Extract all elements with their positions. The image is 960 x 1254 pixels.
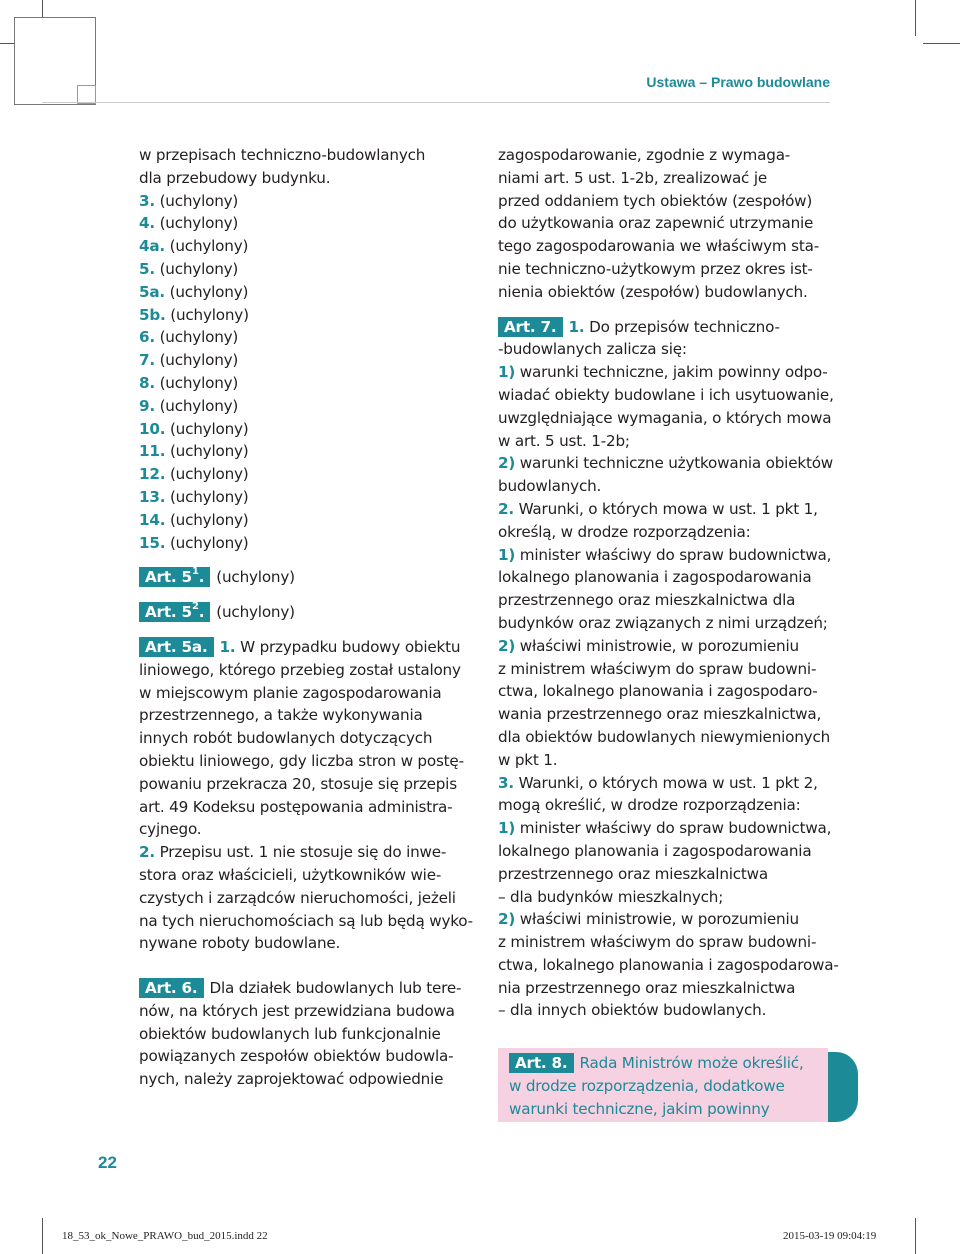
- item-text: właściwi ministrowie, w porozumieniu: [519, 910, 799, 929]
- item-number: 5b.: [139, 305, 166, 324]
- repealed-item: [139, 258, 479, 281]
- text-line: do użytkowania oraz zapewnić utrzymanie: [498, 214, 814, 233]
- repealed-list: [139, 190, 479, 555]
- article-7-items-3: [498, 817, 843, 1022]
- text-line: powaniu przekracza 20, stosuje się przepis: [139, 774, 457, 793]
- text-line: tego zagospodarowania we właściwym sta-: [498, 237, 819, 256]
- item-text: warunki techniczne użytkowania obiektów: [519, 454, 834, 473]
- article-text: (uchylony): [216, 603, 295, 622]
- item-number: 6.: [139, 328, 155, 347]
- crop-mark: [915, 1218, 916, 1254]
- text-line: w przepisach techniczno-budowlanych: [139, 146, 426, 164]
- text-line: ctwa, lokalnego planowania i zagospodarowa-: [498, 955, 839, 974]
- repealed-item: [139, 235, 479, 258]
- item-number: 14.: [139, 510, 166, 529]
- text-line: czystych i zarządców nieruchomości, jeżeli: [139, 888, 456, 907]
- item-text: (uchylony): [170, 305, 249, 324]
- article-7-p3-first: 3. Warunki, o których mowa w ust. 1 pkt 2,: [498, 773, 818, 792]
- repealed-item: [139, 372, 479, 395]
- paragraph-number: 1.: [568, 317, 585, 336]
- text-line: określą, w drodze rozporządzenia:: [498, 522, 751, 541]
- text-line: dla przebudowy budynku.: [139, 168, 331, 187]
- text-line: na tych nieruchomościach są lub będą wyko-: [139, 911, 473, 930]
- text-line: uwzględniające wymagania, o których mowa: [498, 408, 832, 427]
- article-7-p2-first: 2. Warunki, o których mowa w ust. 1 pkt 1,: [498, 499, 818, 518]
- article-8-tab: [828, 1052, 858, 1122]
- item-text: (uchylony): [159, 259, 239, 278]
- text-line: mogą określić, w drodze rozporządzenia:: [498, 796, 801, 815]
- item-number: 12.: [139, 465, 166, 484]
- article-5a-paragraph-2: [139, 864, 479, 955]
- text-line: z ministrem właściwym do spraw budowni-: [498, 933, 817, 952]
- repealed-item: [139, 190, 479, 213]
- article-8-first-line: Art. 8. Rada Ministrów może określić,: [509, 1052, 829, 1075]
- list-item: [498, 452, 843, 475]
- text-line: w drodze rozporządzenia, dodatkowe: [509, 1076, 785, 1095]
- article-label: Art. 5a.: [139, 637, 214, 657]
- text-line: ctwa, lokalnego planowania i zagospodaro-: [498, 682, 818, 701]
- repealed-item: [139, 486, 479, 509]
- footer-timestamp: 2015-03-19 09:04:19: [783, 1230, 877, 1242]
- paragraph-number: 2.: [498, 499, 514, 518]
- article-label: Art. 6.: [139, 978, 204, 998]
- item-number: 1): [498, 363, 516, 382]
- repealed-item: [139, 395, 479, 418]
- article-7-items-1: [498, 361, 843, 498]
- item-number: 8.: [139, 373, 155, 392]
- repealed-item: [139, 532, 479, 555]
- repealed-item: [139, 463, 479, 486]
- article-7-items-2: [498, 544, 843, 772]
- repealed-item: [139, 418, 479, 441]
- item-text: (uchylony): [159, 328, 239, 347]
- text-line: -budowlanych zalicza się:: [498, 340, 687, 359]
- item-number: 13.: [139, 487, 166, 506]
- list-item: [498, 361, 843, 384]
- text-line: cyjnego.: [139, 820, 202, 839]
- item-number: 15.: [139, 533, 166, 552]
- text-line: liniowego, którego przebieg został ustalony: [139, 660, 461, 679]
- item-text: (uchylony): [159, 191, 239, 210]
- text-line: innych robót budowlanych dotyczących: [139, 729, 433, 748]
- footer-filename: 18_53_ok_Nowe_PRAWO_bud_2015.indd 22: [62, 1230, 268, 1242]
- article-label: Art. 7.: [498, 317, 563, 337]
- crop-mark: [42, 1218, 43, 1254]
- repealed-item: [139, 212, 479, 235]
- item-text: (uchylony): [169, 487, 249, 506]
- text-line: warunki techniczne, jakim powinny: [509, 1099, 770, 1118]
- text-line: w miejscowym planie zagospodarowania: [139, 683, 442, 702]
- text-line: obiektów budowlanych lub funkcjonalnie: [139, 1024, 441, 1043]
- text-line: dla obiektów budowlanych niewymienionych: [498, 727, 831, 746]
- item-text: (uchylony): [159, 373, 239, 392]
- repealed-item: [139, 509, 479, 532]
- text-line: nywane roboty budowlane.: [139, 934, 341, 953]
- item-number: 4a.: [139, 237, 165, 256]
- item-text: minister właściwy do spraw budownictwa,: [519, 545, 832, 564]
- crop-mark: [915, 0, 916, 36]
- paragraph-number: 1.: [219, 637, 236, 656]
- repealed-item: [139, 326, 479, 349]
- item-number: 1): [498, 545, 516, 564]
- text-line: nie techniczno-użytkowym przez okres ist-: [498, 259, 813, 278]
- article-label: Art. $5^1$.: [139, 567, 210, 587]
- text-line: przed oddaniem tych obiektów (zespołów): [498, 191, 813, 210]
- item-text: (uchylony): [159, 214, 239, 233]
- article-8: [509, 1052, 829, 1120]
- text-line: budowlanych.: [498, 477, 602, 496]
- text-line: budynków oraz związanych z nimi urządzeń;: [498, 613, 828, 632]
- list-item: [498, 908, 843, 931]
- list-item: [498, 544, 843, 567]
- item-number: 2): [498, 454, 516, 473]
- text-line: przestrzennego oraz mieszkalnictwa: [498, 864, 769, 883]
- item-number: 5a.: [139, 282, 165, 301]
- text-line: lokalnego planowania i zagospodarowania: [498, 568, 812, 587]
- text-line: wiadać obiekty budowlane i ich usytuowanie,: [498, 385, 834, 404]
- crop-mark: [923, 43, 960, 44]
- paragraph-number: 3.: [498, 773, 514, 792]
- running-header: Ustawa – Prawo budowlane: [646, 74, 830, 90]
- item-number: 3.: [139, 191, 155, 210]
- text-line: lokalnego planowania i zagospodarowania: [498, 841, 812, 860]
- text-line: w art. 5 ust. 1-2b;: [498, 431, 630, 450]
- text-line: przestrzennego, a także wykonywania: [139, 706, 423, 725]
- article-label: Art. 8.: [509, 1053, 574, 1073]
- repealed-item: [139, 304, 479, 327]
- text-line: stora oraz właścicieli, użytkowników wie-: [139, 865, 442, 884]
- text-line: nych, należy zaprojektować odpowiednie: [139, 1070, 444, 1089]
- item-number: 2): [498, 636, 516, 655]
- item-number: 10.: [139, 419, 166, 438]
- item-text: (uchylony): [159, 396, 239, 415]
- item-number: 4.: [139, 214, 155, 233]
- item-text: właściwi ministrowie, w porozumieniu: [519, 636, 799, 655]
- item-number: 5.: [139, 259, 155, 278]
- item-text: (uchylony): [169, 237, 249, 256]
- article-5a-first-line: Art. 5a. 1. W przypadku budowy obiektu: [139, 636, 479, 659]
- text-line: nów, na których jest przewidziana budowa: [139, 1001, 455, 1020]
- article-6-body: [139, 1000, 479, 1091]
- item-text: warunki techniczne, jakim powinny odpo-: [519, 363, 828, 382]
- paragraph-number: 2.: [139, 843, 155, 862]
- item-number: 11.: [139, 442, 166, 461]
- item-text: minister właściwy do spraw budownictwa,: [519, 819, 832, 838]
- text-line: – dla innych obiektów budowlanych.: [498, 1001, 767, 1020]
- repealed-item: [139, 440, 479, 463]
- text-line: art. 49 Kodeksu postępowania administra-: [139, 797, 453, 816]
- item-text: (uchylony): [169, 510, 249, 529]
- text-line: w pkt 1.: [498, 750, 558, 769]
- item-text: (uchylony): [169, 419, 249, 438]
- item-text: (uchylony): [159, 351, 239, 370]
- text-line: nienia obiektów (zespołów) budowlanych.: [498, 282, 808, 301]
- repealed-item: [139, 281, 479, 304]
- list-item: [498, 817, 843, 840]
- list-item: [498, 635, 843, 658]
- item-text: (uchylony): [169, 533, 249, 552]
- article-5a-paragraph-1: [139, 659, 479, 841]
- text-line: powiązanych zespołów obiektów budowla-: [139, 1047, 454, 1066]
- item-text: (uchylony): [169, 465, 249, 484]
- article-label: Art. $5^2$.: [139, 602, 210, 622]
- article-5-2: [139, 601, 479, 624]
- text-line: z ministrem właściwym do spraw budowni-: [498, 659, 817, 678]
- item-number: 7.: [139, 351, 155, 370]
- item-text: (uchylony): [169, 442, 249, 461]
- article-5a-p2-first: 2. Przepisu ust. 1 nie stosuje się do inwe-: [139, 843, 447, 862]
- header-rule: [42, 102, 830, 103]
- text-line: niami art. 5 ust. 1-2b, zrealizować je: [498, 168, 768, 187]
- continuation-text: [498, 144, 843, 304]
- repealed-item: [139, 349, 479, 372]
- item-text: (uchylony): [169, 282, 249, 301]
- text-line: zagospodarowanie, zgodnie z wymaga-: [498, 146, 791, 164]
- article-text: (uchylony): [216, 568, 295, 587]
- text-line: obiektu liniowego, gdy liczba stron w postę-: [139, 751, 464, 770]
- item-number: 9.: [139, 396, 155, 415]
- article-5-1: [139, 566, 479, 589]
- article-7-first-line: Art. 7. 1. Do przepisów techniczno-: [498, 316, 843, 339]
- item-number: 1): [498, 819, 516, 838]
- page-number: 22: [98, 1153, 117, 1172]
- text-line: nia przestrzennego oraz mieszkalnictwa: [498, 978, 796, 997]
- article-6-first-line: Art. 6. Dla działek budowlanych lub tere-: [139, 977, 479, 1000]
- text-line: wania przestrzennego oraz mieszkalnictwa,: [498, 705, 822, 724]
- item-number: 2): [498, 910, 516, 929]
- left-column: [139, 144, 479, 1091]
- text-line: przestrzennego oraz mieszkalnictwa dla: [498, 591, 796, 610]
- right-column: [498, 144, 843, 1022]
- text-line: – dla budynków mieszkalnych;: [498, 887, 724, 906]
